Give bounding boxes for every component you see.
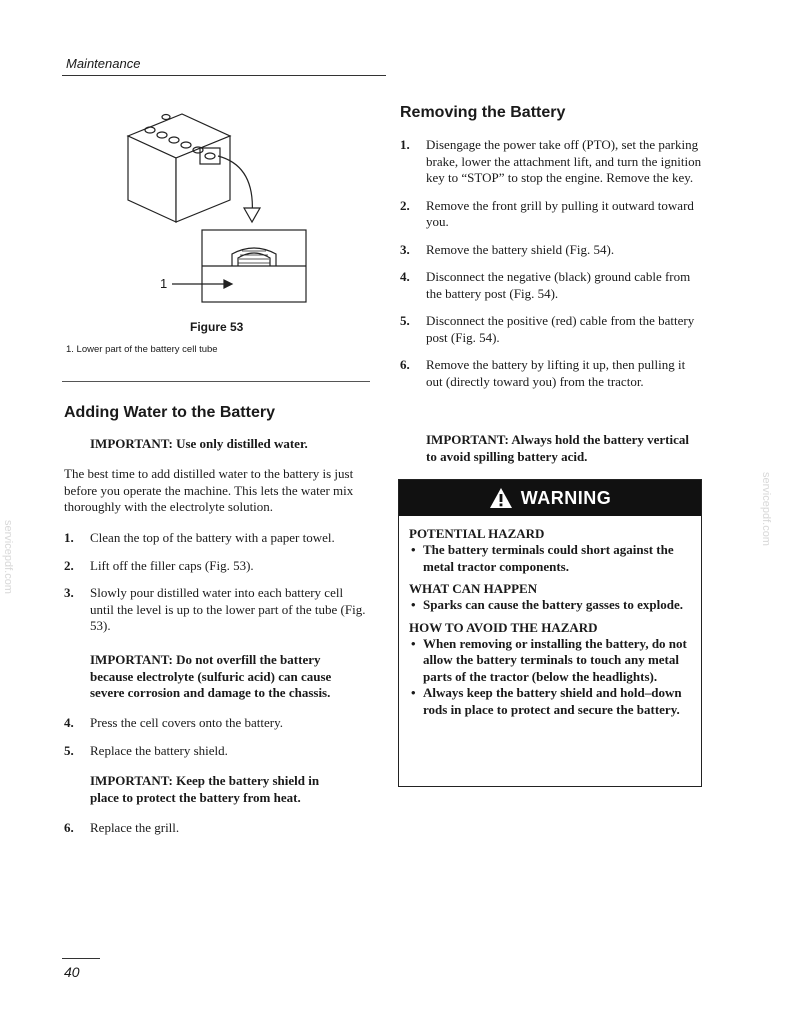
- list-item: 2. Lift off the filler caps (Fig. 53).: [64, 557, 254, 573]
- list-item: 3. Remove the battery shield (Fig. 54).: [400, 241, 615, 257]
- list-item: • The battery terminals could short against the metal tractor components.: [411, 542, 674, 574]
- list-item: 6. Remove the battery by lifting it up, then pulling it out (directly toward you) from the tractor.: [400, 357, 686, 389]
- list-item: • Always keep the battery shield and hold–down rods in place to protect and secure the battery.: [411, 685, 682, 717]
- callout-number: 1: [160, 276, 168, 291]
- adding-water-intro: The best time to add distilled water to the battery is just before you operate the machine. This lets the water mix thoroughly with the electrolyte solution.: [64, 466, 354, 514]
- list-item: 1. Clean the top of the battery with a paper towel.: [64, 530, 335, 545]
- list-item: • Sparks can cause the battery gasses to explode.: [411, 597, 683, 612]
- header-divider: [62, 75, 386, 76]
- battery-illustration: [120, 96, 310, 326]
- figure-caption: Figure 53: [190, 320, 244, 334]
- avoid-list: [409, 636, 691, 719]
- warning-banner: [399, 480, 701, 516]
- section-header: Maintenance: [66, 56, 141, 71]
- warning-title: WARNING: [520, 487, 612, 508]
- important-distilled-water: IMPORTANT: Use only distilled water.: [90, 436, 308, 451]
- adding-water-steps-b: [64, 715, 370, 759]
- happen-list: [409, 597, 691, 614]
- adding-water-steps-a: [64, 530, 370, 635]
- list-item: 2. Remove the front grill by pulling it outward toward you.: [400, 197, 694, 229]
- warning-box: [398, 479, 702, 787]
- list-item: 1. Disengage the power take off (PTO), set the parking brake, lower the attachment lift, and turn the ignition key to “STOP” to stop the engine. Remove the key.: [400, 137, 702, 185]
- footer-divider: [62, 958, 100, 959]
- list-item: 5. Disconnect the positive (red) cable from the battery post (Fig. 54).: [400, 313, 695, 345]
- list-item: 4. Press the cell covers onto the battery.: [64, 715, 284, 730]
- warning-triangle-icon: [489, 487, 513, 509]
- removing-battery-heading: Removing the Battery: [400, 104, 566, 121]
- what-can-happen-heading: WHAT CAN HAPPEN: [409, 581, 538, 596]
- list-item: 6. Replace the grill.: [64, 820, 180, 835]
- figure-note: 1. Lower part of the battery cell tube: [66, 344, 218, 355]
- list-item: 3. Slowly pour distilled water into each battery cell until the level is up to the lower part of the tube (Fig. 53).: [64, 585, 366, 633]
- list-item: 5. Replace the battery shield.: [64, 742, 228, 758]
- watermark-left: servicepdf.com: [2, 520, 14, 594]
- removing-battery-steps: [400, 137, 704, 390]
- list-item: 4. Disconnect the negative (black) ground cable from the battery post (Fig. 54).: [400, 269, 691, 301]
- important-vertical: IMPORTANT: Always hold the battery vertical to avoid spilling battery acid.: [426, 432, 690, 464]
- how-to-avoid-heading: HOW TO AVOID THE HAZARD: [409, 619, 598, 635]
- list-item: • When removing or installing the battery, do not allow the battery terminals to touch any metal parts of the tractor (below the headlights).: [411, 635, 687, 684]
- important-shield: IMPORTANT: Keep the battery shield in place to protect the battery from heat.: [90, 773, 320, 805]
- hazard-list: [409, 542, 691, 575]
- section-divider: [62, 381, 370, 382]
- potential-hazard-heading: POTENTIAL HAZARD: [409, 526, 545, 541]
- important-overfill: IMPORTANT: Do not overfill the battery because electrolyte (sulfuric acid) can cause severe corrosion and damage to the chassis.: [90, 652, 332, 700]
- adding-water-heading: Adding Water to the Battery: [64, 404, 275, 421]
- adding-water-steps-c: [64, 820, 370, 837]
- watermark-right: servicepdf.com: [760, 472, 772, 546]
- page-number: 40: [64, 964, 80, 980]
- adding-water-section: [64, 404, 370, 422]
